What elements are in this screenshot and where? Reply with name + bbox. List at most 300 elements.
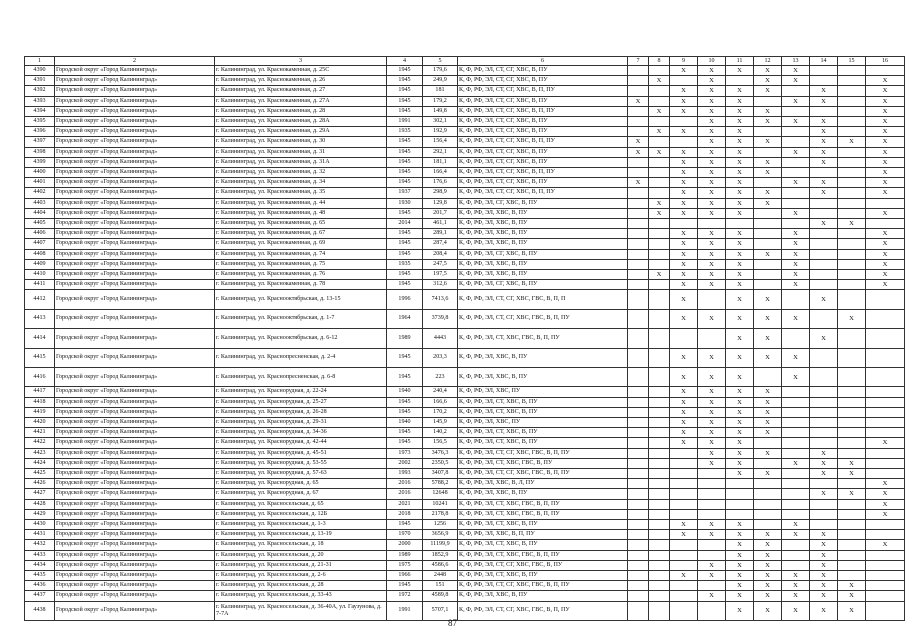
mark-cell: X: [754, 198, 782, 208]
address-cell: г. Калининград, ул. Красносельская, д. 2-6: [215, 571, 387, 581]
mark-cell: [670, 591, 698, 601]
mark-cell: X: [628, 137, 649, 147]
mark-cell: X: [810, 329, 838, 348]
mark-cell: [810, 208, 838, 218]
address-cell: г. Калининград, ул. Краснокаменная, д. 28А: [215, 117, 387, 127]
works-cell: К, Ф, РФ, ЭЛ, СТ, СГ, ХВС, В, ПУ: [458, 157, 628, 167]
municipality-cell: Городской округ «Город Калининград»: [55, 329, 215, 348]
works-cell: К, Ф, РФ, ЭЛ, СТ, СГ, ХВС, В, П, ПУ: [458, 106, 628, 116]
area-cell: 3476,3: [423, 448, 458, 458]
table-row: [25, 458, 905, 468]
mark-cell: X: [810, 550, 838, 560]
mark-cell: X: [698, 147, 726, 157]
mark-cell: X: [754, 157, 782, 167]
mark-cell: [649, 137, 670, 147]
works-cell: К, Ф, РФ, ЭЛ, СТ, ХВС, В, ПУ: [458, 407, 628, 417]
mark-cell: X: [810, 86, 838, 96]
mark-cell: X: [782, 259, 810, 269]
column-number-cell: 14: [810, 57, 838, 66]
address-cell: г. Калининград, ул. Краснокаменная, д. 34: [215, 178, 387, 188]
mark-cell: X: [838, 581, 866, 591]
municipality-cell: Городской округ «Город Калининград»: [55, 96, 215, 106]
mark-cell: X: [754, 106, 782, 116]
table-row: [25, 329, 905, 348]
mark-cell: [649, 458, 670, 468]
mark-cell: [670, 560, 698, 570]
address-cell: г. Калининград, ул. Краснокаменная, д. 25С: [215, 66, 387, 76]
works-cell: К, Ф, РФ, ЭЛ, ХВС, ПУ: [458, 387, 628, 397]
mark-cell: [782, 397, 810, 407]
table-row: [25, 147, 905, 157]
year-cell: 1973: [387, 448, 423, 458]
mark-cell: [838, 368, 866, 387]
mark-cell: X: [866, 259, 905, 269]
table-row: [25, 418, 905, 428]
mark-cell: [649, 117, 670, 127]
municipality-cell: Городской округ «Город Калининград»: [55, 469, 215, 479]
page-number: 87: [448, 618, 457, 628]
row-number-cell: 4438: [25, 601, 55, 620]
mark-cell: [754, 229, 782, 239]
mark-cell: [754, 499, 782, 509]
mark-cell: X: [649, 127, 670, 137]
mark-cell: X: [726, 428, 754, 438]
column-number-cell: 13: [782, 57, 810, 66]
mark-cell: [782, 198, 810, 208]
mark-cell: [754, 368, 782, 387]
year-cell: 1935: [387, 127, 423, 137]
mark-cell: [670, 76, 698, 86]
row-number-cell: 4411: [25, 280, 55, 290]
mark-cell: X: [698, 117, 726, 127]
mark-cell: X: [670, 178, 698, 188]
mark-cell: X: [754, 137, 782, 147]
mark-cell: [754, 96, 782, 106]
mark-cell: X: [810, 219, 838, 229]
mark-cell: X: [754, 66, 782, 76]
mark-cell: [866, 397, 905, 407]
area-cell: 140,2: [423, 428, 458, 438]
mark-cell: X: [866, 208, 905, 218]
mark-cell: [754, 259, 782, 269]
column-number-cell: 9: [670, 57, 698, 66]
works-cell: К, Ф, РФ, ЭЛ, СТ, СГ, ХВС, ГВС, В, П, ПУ: [458, 448, 628, 458]
mark-cell: [838, 530, 866, 540]
table-row: [25, 550, 905, 560]
mark-cell: X: [726, 86, 754, 96]
mark-cell: X: [726, 469, 754, 479]
address-cell: г. Калининград, ул. Краснорудная, д. 45-51: [215, 448, 387, 458]
mark-cell: [866, 428, 905, 438]
row-number-cell: 4404: [25, 208, 55, 218]
mark-cell: [649, 560, 670, 570]
table-row: [25, 168, 905, 178]
row-number-cell: 4415: [25, 348, 55, 367]
mark-cell: X: [866, 280, 905, 290]
mark-cell: [838, 387, 866, 397]
area-cell: 240,4: [423, 387, 458, 397]
mark-cell: [649, 188, 670, 198]
mark-cell: [649, 96, 670, 106]
year-cell: 1930: [387, 198, 423, 208]
mark-cell: X: [810, 178, 838, 188]
mark-cell: X: [810, 137, 838, 147]
mark-cell: X: [754, 188, 782, 198]
area-cell: 149,8: [423, 106, 458, 116]
year-cell: 2018: [387, 509, 423, 519]
mark-cell: X: [754, 348, 782, 367]
mark-cell: [838, 229, 866, 239]
column-number-cell: 5: [423, 57, 458, 66]
mark-cell: [782, 329, 810, 348]
mark-cell: [838, 96, 866, 106]
mark-cell: X: [754, 117, 782, 127]
year-cell: 2014: [387, 219, 423, 229]
mark-cell: X: [782, 147, 810, 157]
municipality-cell: Городской округ «Город Калининград»: [55, 489, 215, 499]
row-number-cell: 4394: [25, 106, 55, 116]
mark-cell: X: [754, 249, 782, 259]
area-cell: 287,4: [423, 239, 458, 249]
mark-cell: X: [670, 188, 698, 198]
address-cell: г. Калининград, ул. Краснопресненская, д. 6-8: [215, 368, 387, 387]
mark-cell: X: [726, 117, 754, 127]
mark-cell: [628, 76, 649, 86]
municipality-cell: Городской округ «Город Калининград»: [55, 270, 215, 280]
mark-cell: [628, 86, 649, 96]
mark-cell: X: [649, 198, 670, 208]
address-cell: г. Калининград, ул. Краснокаменная, д. 32: [215, 168, 387, 178]
year-cell: 1989: [387, 550, 423, 560]
mark-cell: X: [628, 96, 649, 106]
mark-cell: X: [726, 66, 754, 76]
mark-cell: [649, 168, 670, 178]
mark-cell: X: [866, 86, 905, 96]
works-cell: К, Ф, РФ, ЭЛ, СТ, СГ, ХВС, В, ПУ: [458, 127, 628, 137]
address-cell: г. Калининград, ул. Красносельская, д. 13-19: [215, 530, 387, 540]
mark-cell: [754, 239, 782, 249]
works-cell: К, Ф, РФ, ЭЛ, ХВС, В, ПУ: [458, 489, 628, 499]
mark-cell: X: [782, 66, 810, 76]
row-number-cell: 4406: [25, 229, 55, 239]
mark-cell: [628, 540, 649, 550]
column-number-cell: 7: [628, 57, 649, 66]
year-cell: 1945: [387, 157, 423, 167]
municipality-cell: Городской округ «Город Калининград»: [55, 147, 215, 157]
address-cell: г. Калининград, ул. Красносельская, д. 36-40А, ул. Гаузунова, д. 7-7А: [215, 601, 387, 620]
mark-cell: X: [726, 270, 754, 280]
mark-cell: X: [698, 348, 726, 367]
mark-cell: X: [726, 348, 754, 367]
mark-cell: [649, 290, 670, 309]
mark-cell: X: [726, 397, 754, 407]
mark-cell: [649, 550, 670, 560]
mark-cell: X: [782, 239, 810, 249]
mark-cell: [628, 66, 649, 76]
year-cell: 1993: [387, 469, 423, 479]
table-row: [25, 239, 905, 249]
mark-cell: X: [726, 259, 754, 269]
mark-cell: [649, 239, 670, 249]
mark-cell: [838, 168, 866, 178]
mark-cell: [628, 591, 649, 601]
mark-cell: [670, 509, 698, 519]
mark-cell: X: [866, 270, 905, 280]
area-cell: 10241: [423, 499, 458, 509]
mark-cell: [782, 188, 810, 198]
area-cell: 192,9: [423, 127, 458, 137]
row-number-cell: 4433: [25, 550, 55, 560]
mark-cell: [649, 249, 670, 259]
mark-cell: [628, 280, 649, 290]
works-cell: К, Ф, РФ, ЭЛ, СТ, ХВС, В, ПУ: [458, 571, 628, 581]
year-cell: 1945: [387, 168, 423, 178]
mark-cell: [670, 448, 698, 458]
mark-cell: X: [866, 96, 905, 106]
mark-cell: X: [810, 458, 838, 468]
mark-cell: [866, 571, 905, 581]
row-number-cell: 4428: [25, 499, 55, 509]
municipality-cell: Городской округ «Город Калининград»: [55, 458, 215, 468]
address-cell: г. Калининград, ул. Краснокаменная, д. 28: [215, 106, 387, 116]
mark-cell: X: [754, 540, 782, 550]
mark-cell: [726, 479, 754, 489]
mark-cell: [628, 117, 649, 127]
mark-cell: [838, 428, 866, 438]
row-number-cell: 4419: [25, 407, 55, 417]
mark-cell: X: [726, 458, 754, 468]
mark-cell: X: [670, 147, 698, 157]
mark-cell: [649, 438, 670, 448]
mark-cell: [810, 387, 838, 397]
mark-cell: [628, 571, 649, 581]
area-cell: 12648: [423, 489, 458, 499]
mark-cell: [866, 290, 905, 309]
year-cell: 1945: [387, 428, 423, 438]
mark-cell: [866, 407, 905, 417]
mark-cell: [628, 259, 649, 269]
table-row: [25, 499, 905, 509]
mark-cell: [838, 540, 866, 550]
year-cell: 1945: [387, 239, 423, 249]
mark-cell: [698, 469, 726, 479]
mark-cell: X: [670, 127, 698, 137]
municipality-cell: Городской округ «Город Калининград»: [55, 387, 215, 397]
mark-cell: X: [810, 591, 838, 601]
row-number-cell: 4392: [25, 86, 55, 96]
row-number-cell: 4412: [25, 290, 55, 309]
table-row: [25, 280, 905, 290]
mark-cell: X: [670, 198, 698, 208]
table-row: [25, 509, 905, 519]
municipality-cell: Городской округ «Город Калининград»: [55, 591, 215, 601]
works-cell: К, Ф, РФ, ЭЛ, СТ, СГ, ХВС, ГВС, В, П, ПУ: [458, 601, 628, 620]
area-cell: 249,9: [423, 76, 458, 86]
municipality-cell: Городской округ «Город Калининград»: [55, 571, 215, 581]
mark-cell: X: [726, 387, 754, 397]
mark-cell: X: [866, 489, 905, 499]
row-number-cell: 4397: [25, 137, 55, 147]
mark-cell: [670, 137, 698, 147]
mark-cell: X: [866, 178, 905, 188]
mark-cell: X: [670, 368, 698, 387]
municipality-cell: Городской округ «Город Калининград»: [55, 309, 215, 328]
municipality-cell: Городской округ «Город Калининград»: [55, 509, 215, 519]
municipality-cell: Городской округ «Город Калининград»: [55, 249, 215, 259]
column-number-cell: 8: [649, 57, 670, 66]
row-number-cell: 4413: [25, 309, 55, 328]
mark-cell: X: [782, 309, 810, 328]
area-cell: 4586,6: [423, 560, 458, 570]
row-number-cell: 4435: [25, 571, 55, 581]
mark-cell: [754, 270, 782, 280]
address-cell: г. Калининград, ул. Краснорудная, д. 57-63: [215, 469, 387, 479]
row-number-cell: 4434: [25, 560, 55, 570]
mark-cell: [649, 489, 670, 499]
address-cell: г. Калининград, ул. Краснорудная, д. 29-31: [215, 418, 387, 428]
mark-cell: X: [838, 458, 866, 468]
year-cell: 1940: [387, 418, 423, 428]
year-cell: 1945: [387, 397, 423, 407]
municipality-cell: Городской округ «Город Калининград»: [55, 368, 215, 387]
mark-cell: X: [698, 270, 726, 280]
column-number-row: [25, 57, 905, 66]
mark-cell: X: [698, 137, 726, 147]
municipality-cell: Городской округ «Город Калининград»: [55, 188, 215, 198]
mark-cell: X: [698, 418, 726, 428]
mark-cell: [866, 469, 905, 479]
year-cell: 1945: [387, 520, 423, 530]
mark-cell: [628, 290, 649, 309]
mark-cell: X: [782, 178, 810, 188]
mark-cell: X: [810, 147, 838, 157]
works-cell: К, Ф, РФ, ЭЛ, ХВС, В, ПУ: [458, 208, 628, 218]
mark-cell: X: [698, 66, 726, 76]
mark-cell: [782, 499, 810, 509]
mark-cell: [649, 368, 670, 387]
mark-cell: [866, 581, 905, 591]
mark-cell: [628, 560, 649, 570]
mark-cell: [670, 489, 698, 499]
municipality-cell: Городской округ «Город Калининград»: [55, 76, 215, 86]
mark-cell: X: [726, 147, 754, 157]
mark-cell: X: [726, 178, 754, 188]
mark-cell: [670, 479, 698, 489]
column-number-cell: 1: [25, 57, 55, 66]
table-row: [25, 76, 905, 86]
year-cell: 1964: [387, 309, 423, 328]
mark-cell: X: [866, 239, 905, 249]
address-cell: г. Калининград, ул. Краснооктябрьская, д. 13-15: [215, 290, 387, 309]
mark-cell: X: [726, 168, 754, 178]
municipality-cell: Городской округ «Город Калининград»: [55, 229, 215, 239]
mark-cell: X: [698, 530, 726, 540]
mark-cell: [698, 581, 726, 591]
mark-cell: [838, 178, 866, 188]
mark-cell: [838, 239, 866, 249]
area-cell: 156,4: [423, 137, 458, 147]
mark-cell: [649, 387, 670, 397]
mark-cell: X: [810, 448, 838, 458]
mark-cell: X: [698, 259, 726, 269]
mark-cell: [628, 106, 649, 116]
table-row: [25, 581, 905, 591]
works-cell: К, Ф, РФ, ЭЛ, СТ, СГ, ХВС, В, П, ПУ: [458, 86, 628, 96]
mark-cell: X: [810, 489, 838, 499]
mark-cell: [838, 499, 866, 509]
row-number-cell: 4408: [25, 249, 55, 259]
area-cell: 247,5: [423, 259, 458, 269]
mark-cell: [628, 239, 649, 249]
row-number-cell: 4409: [25, 259, 55, 269]
works-cell: К, Ф, РФ, ЭЛ, СТ, СГ, ХВС, В, ПУ: [458, 66, 628, 76]
row-number-cell: 4424: [25, 458, 55, 468]
table-row: [25, 86, 905, 96]
mark-cell: X: [782, 117, 810, 127]
year-cell: 1945: [387, 229, 423, 239]
table-row: [25, 448, 905, 458]
municipality-cell: Городской округ «Город Калининград»: [55, 418, 215, 428]
row-number-cell: 4393: [25, 96, 55, 106]
mark-cell: [866, 550, 905, 560]
row-number-cell: 4420: [25, 418, 55, 428]
row-number-cell: 4410: [25, 270, 55, 280]
year-cell: 1945: [387, 348, 423, 367]
year-cell: 1945: [387, 137, 423, 147]
row-number-cell: 4418: [25, 397, 55, 407]
works-cell: К, Ф, РФ, ЭЛ, СТ, ХВС, ГВС, В, П, ПУ: [458, 329, 628, 348]
mark-cell: [670, 469, 698, 479]
mark-cell: [754, 127, 782, 137]
mark-cell: [649, 86, 670, 96]
address-cell: г. Калининград, ул. Краснокаменная, д. 75: [215, 259, 387, 269]
mark-cell: X: [726, 329, 754, 348]
mark-cell: [649, 469, 670, 479]
address-cell: г. Калининград, ул. Краснокаменная, д. 69: [215, 239, 387, 249]
mark-cell: X: [810, 581, 838, 591]
mark-cell: X: [810, 96, 838, 106]
address-cell: г. Калининград, ул. Красносельская, д. 18: [215, 540, 387, 550]
mark-cell: X: [754, 407, 782, 417]
address-cell: г. Калининград, ул. Красносельская, д. 28: [215, 581, 387, 591]
mark-cell: [628, 428, 649, 438]
column-number-cell: 10: [698, 57, 726, 66]
mark-cell: X: [782, 581, 810, 591]
mark-cell: X: [698, 188, 726, 198]
mark-cell: X: [866, 188, 905, 198]
mark-cell: X: [726, 581, 754, 591]
works-cell: К, Ф, РФ, ЭЛ, ХВС, В, ПУ: [458, 368, 628, 387]
mark-cell: X: [649, 147, 670, 157]
year-cell: 1945: [387, 270, 423, 280]
mark-cell: [628, 309, 649, 328]
mark-cell: X: [698, 208, 726, 218]
mark-cell: X: [670, 280, 698, 290]
mark-cell: [782, 489, 810, 499]
address-cell: г. Калининград, ул. Красносельская, д. 20: [215, 550, 387, 560]
table-row: [25, 259, 905, 269]
mark-cell: X: [698, 106, 726, 116]
mark-cell: [649, 157, 670, 167]
works-cell: К, Ф, РФ, ЭЛ, СТ, СГ, ХВС, В, ПУ: [458, 76, 628, 86]
mark-cell: [782, 106, 810, 116]
mark-cell: X: [698, 448, 726, 458]
address-cell: г. Калининград, ул. Краснокаменная, д. 78: [215, 280, 387, 290]
mark-cell: X: [670, 239, 698, 249]
mark-cell: [628, 448, 649, 458]
address-cell: г. Калининград, ул. Краснокаменная, д. 44: [215, 198, 387, 208]
mark-cell: [810, 309, 838, 328]
